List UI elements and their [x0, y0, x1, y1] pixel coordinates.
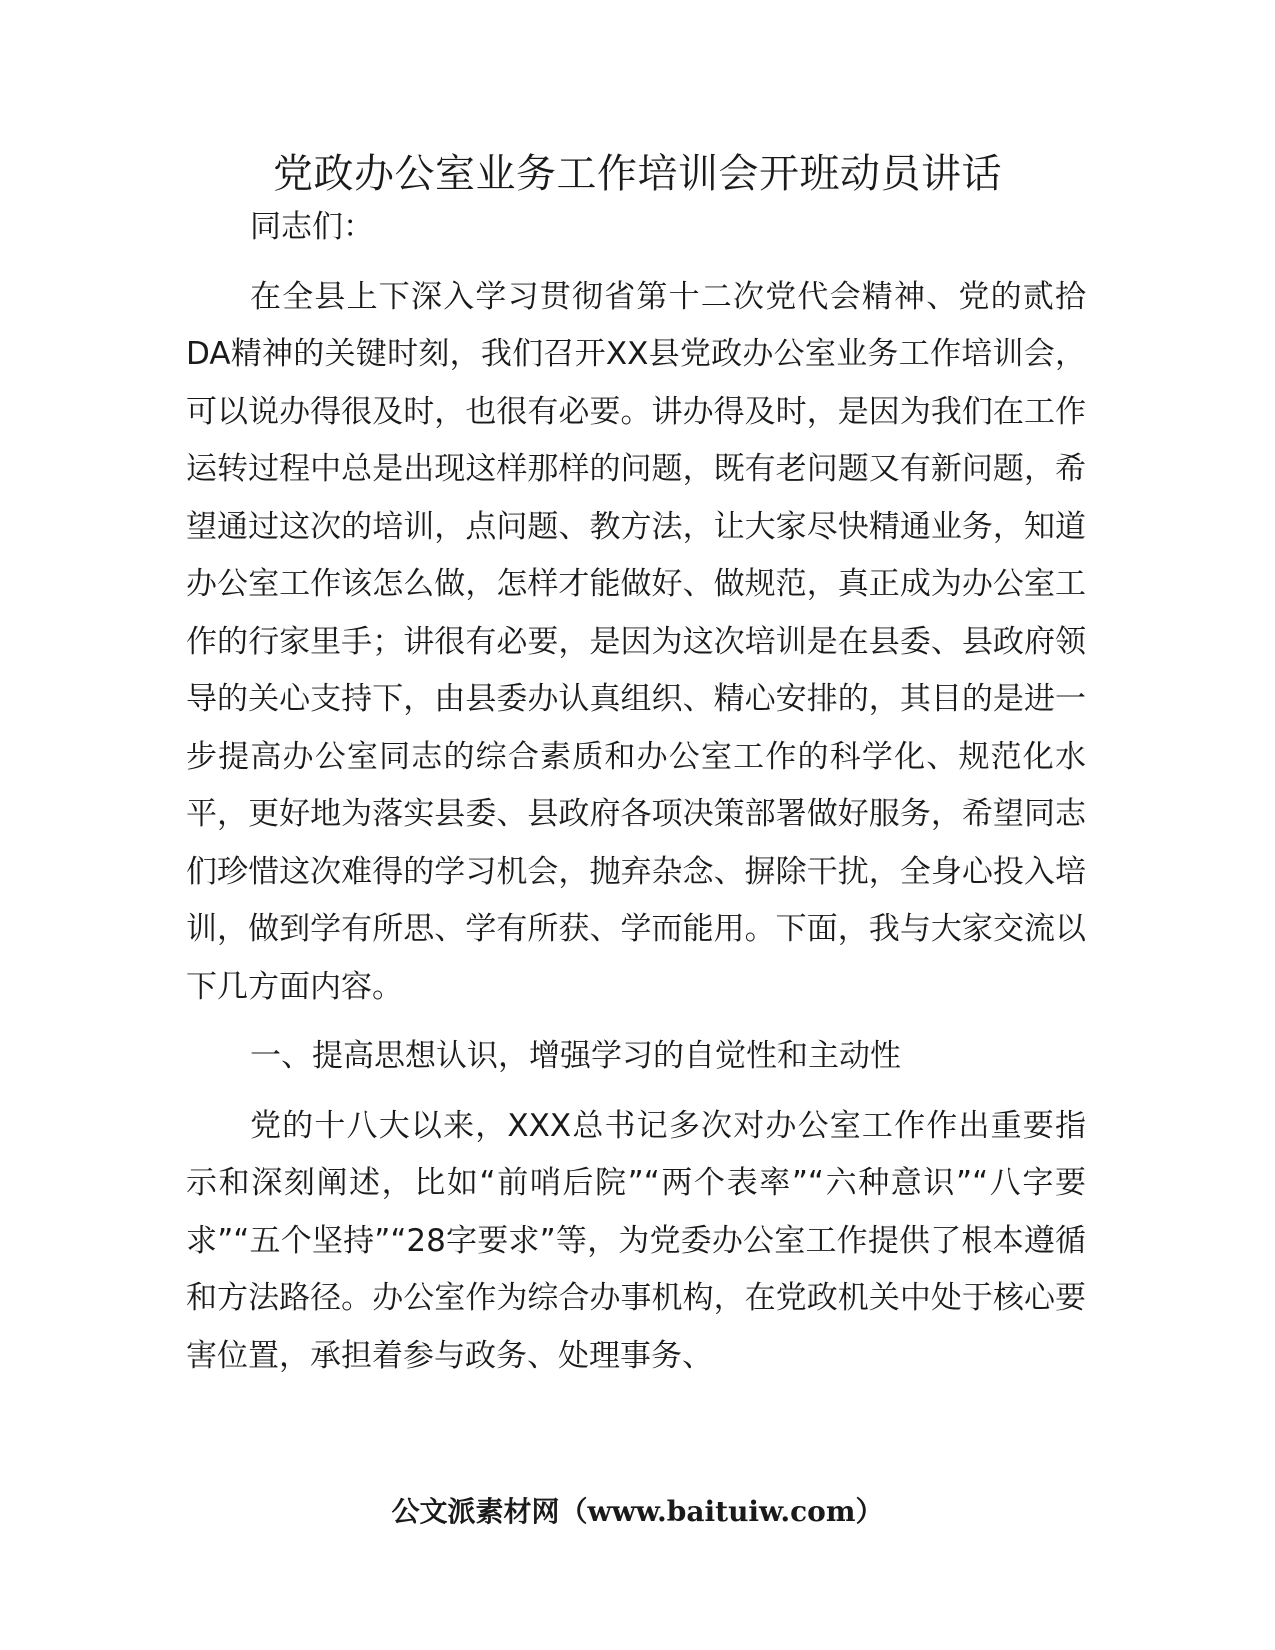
- paragraph-section-one: 党的十八大以来，XXX总书记多次对办公室工作作出重要指示和深刻阐述，比如“前哨后院”“两个表率”“六种意识”“八字要求”“五个坚持”“28字要求”等，为党委办公室工作提供了根本遵循和方法路径。办公室作为综合办事机构，在党政机关中处于核心要害位置，承担着参与政务、处理事务、: [186, 1107, 1086, 1374]
- paragraph-intro: 在全县上下深入学习贯彻省第十二次党代会精神、党的贰拾DA精神的关键时刻，我们召开XX县党政办公室业务工作培训会，可以说办得很及时，也很有必要。讲办得及时，是因为我们在工作运转过程中总是出现这样那样的问题，既有老问题又有新问题，希望通过这次的培训，点问题、教方法，让大家尽快精通业务，知道办公室工作该怎么做，怎样才能做好、做规范，真正成为办公室工作的行家里手；讲很有必要，是因为这次培训是在县委、县政府领导的关心支持下，由县委办认真组织、精心安排的，其目的是进一步提高办公室同志的综合素质和办公室工作的科学化、规范化水平，更好地为落实县委、县政府各项决策部署做好服务，希望同志们珍惜这次难得的学习机会，抛弃杂念、摒除干扰，全身心投入培训，做到学有所思、学有所获、学而能用。下面，我与大家交流以下几方面内容。: [186, 278, 1086, 1005]
- section-heading: 一、提高思想认识，增强学习的自觉性和主动性: [250, 1038, 901, 1074]
- salutation: 同志们：: [250, 209, 374, 245]
- document-title: 党政办公室业务工作培训会开班动员讲话: [273, 151, 1002, 197]
- footer-watermark: 公文派素材网（www.baituiw.com）: [391, 1495, 884, 1528]
- document-body: [186, 199, 1086, 1385]
